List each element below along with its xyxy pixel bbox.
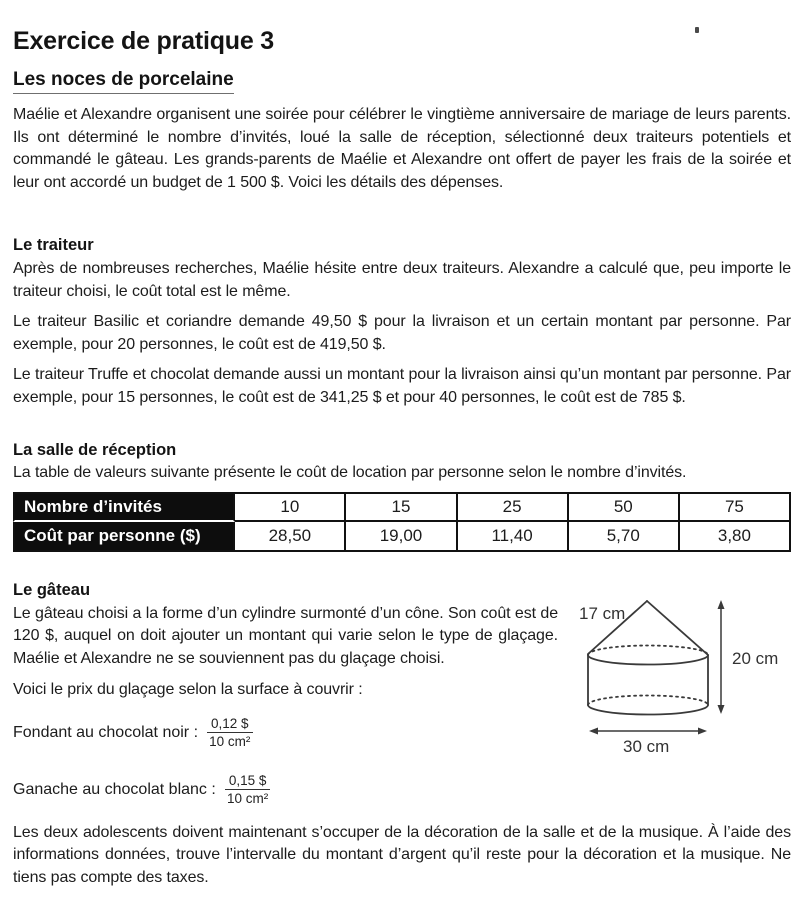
total-height-label: 20 cm: [732, 648, 779, 668]
gateau-paragraph-2: Voici le prix du glaçage selon la surface à couvrir :: [13, 681, 363, 698]
intro-paragraph: Maélie et Alexandre organisent une soirée pour célébrer le vingtième anniversaire de mariage de leurs parents. Ils ont déterminé le nombre d’invités, loué la salle de réception, sélectionné deux traiteurs potentiels et commandé le gâteau. Les grands-parents de Maélie et Alexandre ont offert de payer les frais de la soirée et leur ont accordé un budget de 1 500 $. Voici les détails des dépenses.: [13, 106, 791, 191]
cake-cone-cylinder-diagram: [566, 583, 801, 761]
section-heading-gateau: Le gâteau: [13, 580, 91, 599]
section-heading-traiteur: Le traiteur: [13, 236, 94, 254]
table-cell: 11,40: [458, 522, 569, 552]
cone-slant-label: 17 cm: [579, 603, 626, 623]
ganache-fraction-denominator: 10 cm²: [226, 791, 269, 807]
fondant-fraction-denominator: 10 cm²: [209, 734, 251, 750]
fondant-label: Fondant au chocolat noir :: [13, 723, 199, 741]
ganache-label: Ganache au chocolat blanc :: [13, 780, 216, 798]
table-cell: 10: [235, 492, 346, 522]
reception-cost-table: [13, 492, 791, 552]
cylinder-bottom-ellipse-back: [588, 695, 708, 705]
table-row-label-guests: Nombre d’invités: [13, 492, 235, 522]
gateau-diagram-column: [558, 579, 801, 807]
table-cell: 5,70: [569, 522, 680, 552]
table-cell: 19,00: [346, 522, 457, 552]
closing-paragraph: Les deux adolescents doivent maintenant s’occuper de la décoration de la salle et de la musique. À l’aide des informations données, trouve l’intervalle du montant d’argent qu’il reste pour la décoration et la musique. Ne tiens pas compte des taxes.: [13, 823, 791, 886]
diameter-arrowhead-right: [698, 727, 707, 734]
table-cell: 3,80: [680, 522, 791, 552]
fondant-fraction-numerator: 0,12 $: [207, 716, 253, 734]
height-arrowhead-bottom: [718, 705, 725, 714]
ganache-fraction-numerator: 0,15 $: [225, 773, 271, 791]
traiteur-paragraph-3: Le traiteur Truffe et chocolat demande aussi un montant pour la livraison ainsi qu’un montant par personne. Par exemple, pour 15 personnes, le coût est de 341,25 $ et pour 40 personnes, le coût est de 785 $.: [13, 366, 791, 406]
diameter-label: 30 cm: [623, 736, 670, 756]
table-cell: 75: [680, 492, 791, 522]
table-cell: 15: [346, 492, 457, 522]
table-cell: 50: [569, 492, 680, 522]
height-arrowhead-top: [718, 600, 725, 609]
cropped-header-mark: [695, 27, 699, 33]
section-heading-salle: La salle de réception: [13, 441, 177, 459]
table-cell: 25: [458, 492, 569, 522]
ganache-price-row: [13, 773, 558, 807]
table-row-label-cost: Coût par personne ($): [13, 522, 235, 552]
gateau-paragraph-1: Le gâteau choisi a la forme d’un cylindre surmonté d’un cône. Son coût est de 120 $, auquel on doit ajouter un montant qui varie selon le type de glaçage. Maélie et Alexandre ne se souviennent pas du glaçage choisi.: [13, 604, 558, 667]
page-subtitle: Les noces de porcelaine: [13, 69, 234, 94]
cylinder-top-ellipse-back: [588, 645, 708, 655]
fondant-price-row: [13, 716, 558, 750]
cylinder-bottom-ellipse-front: [588, 705, 708, 715]
traiteur-paragraph-2: Le traiteur Basilic et coriandre demande 49,50 $ pour la livraison et un certain montant par personne. Par exemple, pour 20 personnes, le coût est de 419,50 $.: [13, 313, 791, 353]
salle-intro-paragraph: La table de valeurs suivante présente le coût de location par personne selon le nombre d’invités.: [13, 464, 687, 481]
gateau-text-column: [13, 579, 558, 807]
fondant-fraction: [207, 716, 253, 750]
ganache-fraction: [225, 773, 271, 807]
table-row-guests: [13, 492, 791, 522]
table-cell: 28,50: [235, 522, 346, 552]
cylinder-top-ellipse-front: [588, 655, 708, 665]
document-page: [0, 27, 804, 889]
gateau-section: [13, 579, 791, 807]
traiteur-paragraph-1: Après de nombreuses recherches, Maélie hésite entre deux traiteurs. Alexandre a calculé que, peu importe le traiteur choisi, le coût total est le même.: [13, 260, 791, 300]
page-title: Exercice de pratique 3: [13, 27, 275, 55]
diameter-arrowhead-left: [589, 727, 598, 734]
table-row-cost: [13, 522, 791, 552]
